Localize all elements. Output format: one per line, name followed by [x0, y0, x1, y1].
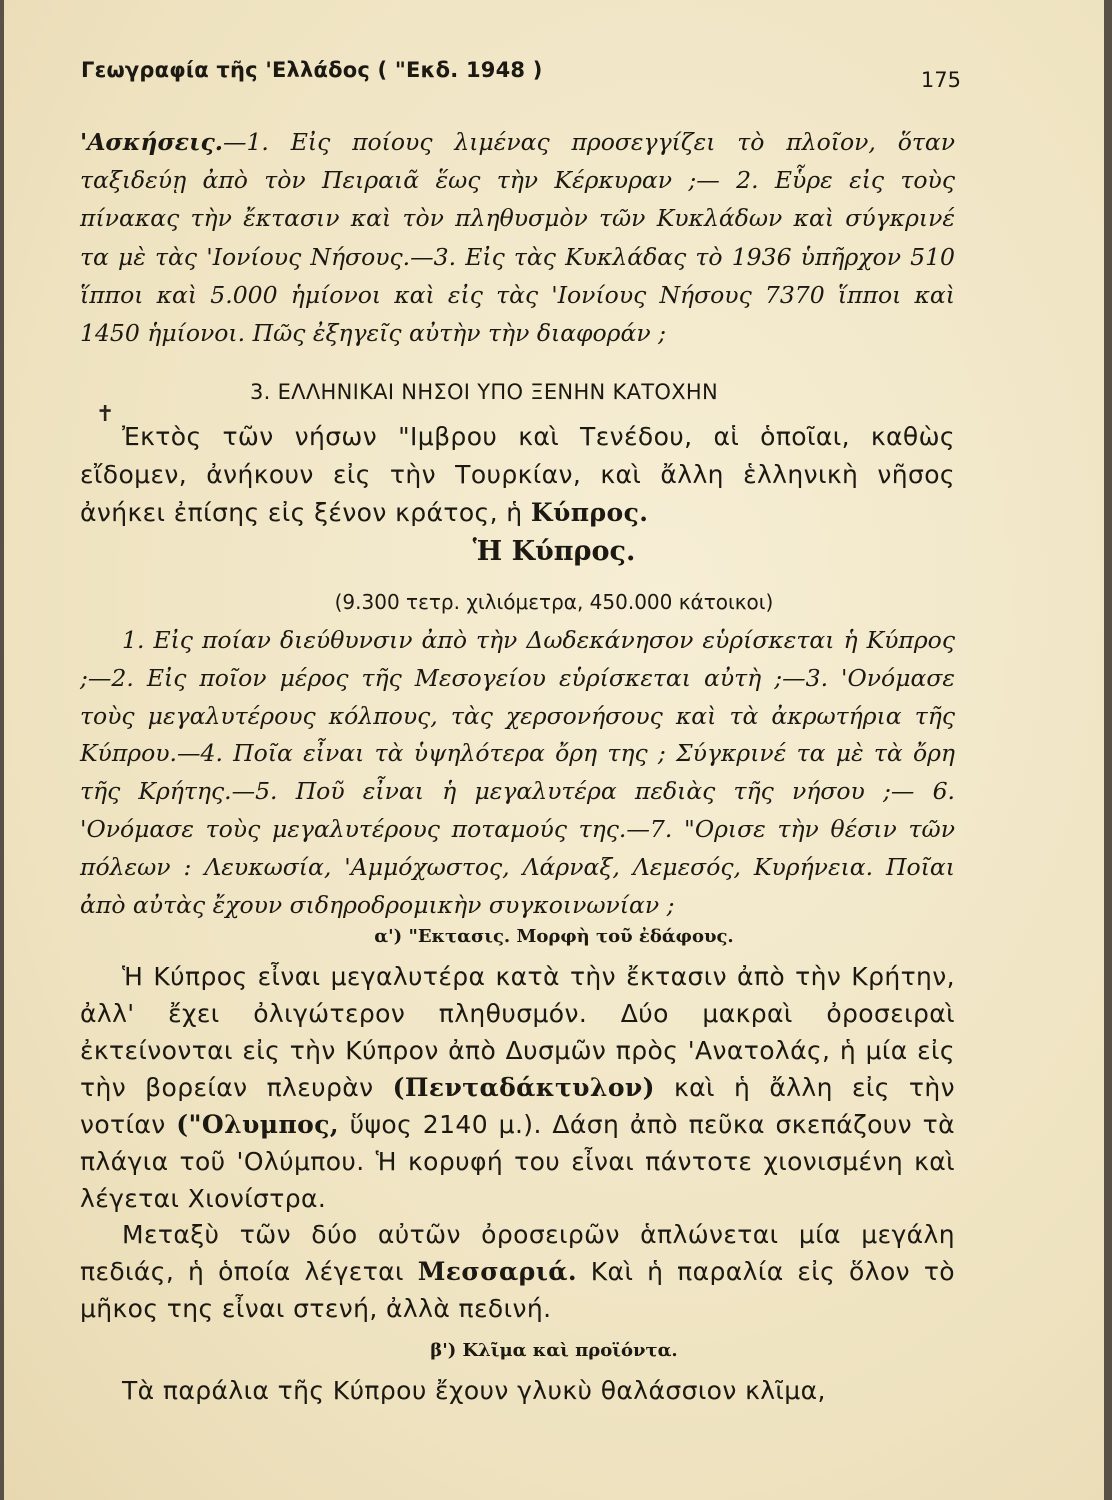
section-intro-text: Ἐκτὸς τῶν νήσων "Ιμβρου καὶ Τενέδου, αἱ ὁποῖαι, καθὼς εἴδομεν, ἀνήκουν εἰς τὴν Τουρκίαν, καὶ ἄλλη ἑλληνικὴ νῆσος ἀνήκει ἐπίσης εἰς ξένον κράτος, ἡ [80, 422, 955, 527]
messaria-term: Μεσσαριά. [417, 1257, 577, 1286]
page-header [81, 58, 961, 98]
book-page [4, 0, 1104, 1500]
cyprus-questions: 1. Εἰς ποίαν διεύθυνσιν ἀπὸ τὴν Δωδεκάνησον εὑρίσκεται ἡ Κύπρος ;—2. Εἰς ποῖον μέρος τῆς Μεσογείου εὑρίσκεται αὐτὴ ;—3. 'Ονόμασε τοὺς μεγαλυτέρους κόλπους, τὰς χερσονήσους καὶ τὰ ἀκρωτήρια τῆς Κύπρου.—4. Ποῖα εἶναι τὰ ὑψηλότερα ὄρη της ; Σύγκρινέ τα μὲ τὰ ὄρη τῆς Κρήτης.—5. Ποῦ εἶναι ἡ μεγαλυτέρα πεδιὰς τῆς νήσου ;— 6. 'Ονόμασε τοὺς μεγαλυτέρους ποταμούς της.—7. "Ορισε τὴν θέσιν τῶν πόλεων : Λευκωσία, 'Αμμόχωστος, Λάρναξ, Λεμεσός, Κυρήνεια. Ποῖαι ἀπὸ αὐτὰς ἔχουν σιδηροδρομικὴν συγκοινωνίαν ; [80, 626, 955, 919]
margin-mark-icon: ✝ [96, 402, 115, 427]
paragraph-text: καὶ ἡ ἄλλη εἰς τὴν νοτίαν [80, 1073, 955, 1139]
subsection-a-heading: α') "Εκτασις. Μορφὴ τοῦ ἐδάφους. [374, 926, 734, 947]
pentadaktylos-term: (Πενταδάκτυλον) [392, 1073, 655, 1102]
section-intro-paragraph [80, 418, 955, 532]
page-number: 175 [920, 68, 961, 92]
paragraph-text: ὕψος 2140 μ.). Δάση ἀπὸ πεῦκα σκεπάζουν τὰ πλάγια τοῦ 'Ολύμπου. Ἡ κορυφή του εἶναι πάντοτε χιονισμένη καὶ λέγεται Χιονίστρα. [80, 1110, 955, 1213]
running-title: Γεωγραφία τῆς 'Ελλάδος ( "Εκδ. 1948 ) [81, 58, 543, 82]
paragraph-text: Μεταξὺ τῶν δύο αὐτῶν ὀροσειρῶν ἁπλώνεται μία μεγάλη πεδιάς, ἡ ὁποία λέγεται [80, 1220, 955, 1286]
exercises-paragraph [80, 123, 955, 352]
exercises-label: 'Ασκήσεις. [80, 128, 223, 156]
subsection-a-paragraph-2 [80, 1216, 955, 1327]
paragraph-text: Ἡ Κύπρος εἶναι μεγαλυτέρα κατὰ τὴν ἔκτασιν ἀπὸ τὴν Κρήτην, ἀλλ' ἔχει ὀλιγώτερον πληθυσμόν. Δύο μακραὶ ὀροσειραὶ ἐκτείνονται εἰς τὴν Κύπρον ἀπὸ Δυσμῶν πρὸς 'Ανατολάς, ἡ μία εἰς τὴν βορείαν πλευρὰν [80, 962, 955, 1102]
subsection-a-paragraph-1 [80, 958, 955, 1217]
cyprus-bold-term: Κύπρος. [530, 498, 649, 527]
cyprus-title: Ἡ Κύπρος. [472, 536, 636, 567]
olympos-term: ("Ολυμπος, [176, 1110, 339, 1139]
cyprus-stats: (9.300 τετρ. χιλιόμετρα, 450.000 κάτοικοι) [334, 590, 774, 614]
paragraph-text: Καὶ ἡ παραλία εἰς ὅλον τὸ μῆκος της εἶναι στενή, ἀλλὰ πεδινή. [80, 1257, 955, 1323]
subsection-b-heading: β') Κλῖμα καὶ προϊόντα. [430, 1340, 678, 1361]
section-heading: 3. ΕΛΛΗΝΙΚΑΙ ΝΗΣΟΙ ΥΠΟ ΞΕΝΗΝ ΚΑΤΟΧΗΝ [250, 380, 719, 404]
exercises-text: —1. Εἰς ποίους λιμένας προσεγγίζει τὸ πλοῖον, ὅταν ταξιδεύῃ ἀπὸ τὸν Πειραιᾶ ἕως τὴν Κέρκυραν ;— 2. Εὗρε εἰς τοὺς πίνακας τὴν ἔκτασιν καὶ τὸν πληθυσμὸν τῶν Κυκλάδων καὶ σύγκρινέ τα μὲ τὰς 'Ιονίους Νήσους.—3. Εἰς τὰς Κυκλάδας τὸ 1936 ὑπῆρχον 510 ἵπποι καὶ 5.000 ἡμίονοι καὶ εἰς τὰς 'Ιονίους Νήσους 7370 ἵπποι καὶ 1450 ἡμίονοι. Πῶς ἐξηγεῖς αὐτὴν τὴν διαφοράν ; [80, 128, 955, 348]
subsection-b-paragraph-1: Τὰ παράλια τῆς Κύπρου ἔχουν γλυκὺ θαλάσσιον κλῖμα, [122, 1376, 826, 1405]
